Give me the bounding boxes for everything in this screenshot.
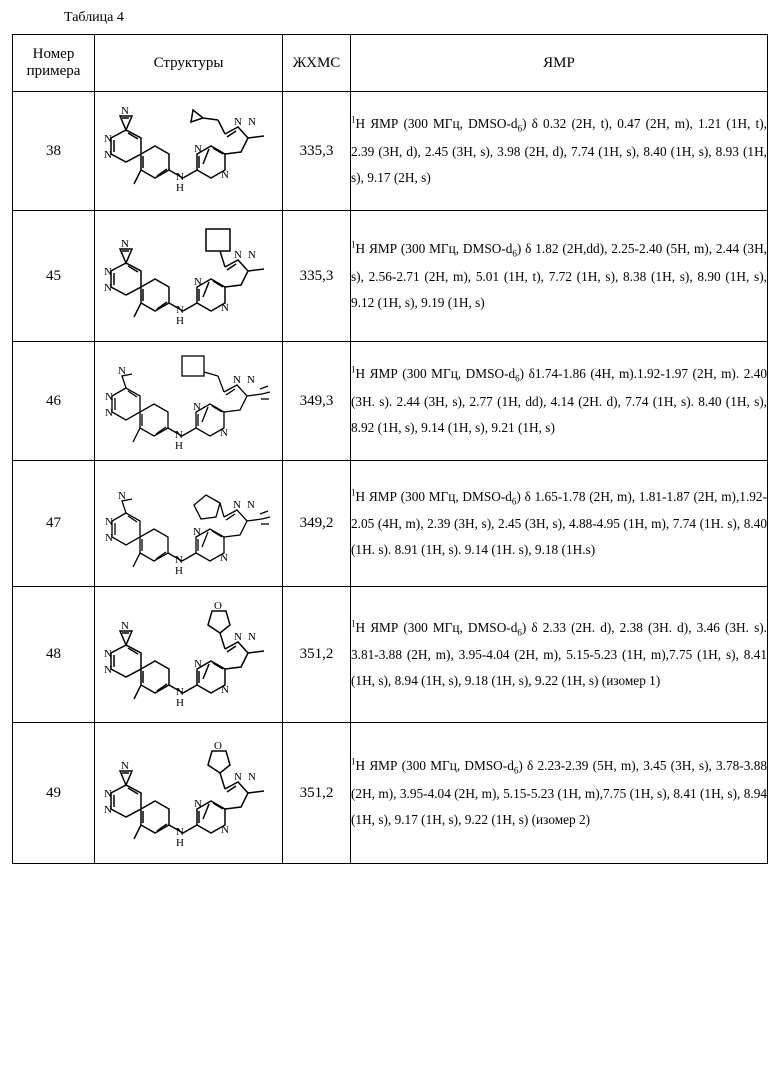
cell-nmr xyxy=(351,587,768,723)
nmr-prefix: 1 xyxy=(351,240,356,251)
nmr-prefix: 1 xyxy=(351,757,356,768)
svg-text:N: N xyxy=(174,429,183,441)
svg-text:N: N xyxy=(219,427,228,439)
svg-text:N: N xyxy=(104,407,113,419)
table-row xyxy=(13,211,768,342)
nmr-text: Н ЯМР (300 МГц, DMSO-$d_6$) δ 1.65-1.78 (2H, m), 1.81-1.87 (2H, m),1.92-2.05 (4H, m), 2.39 (3H, s), 2.45 (3H, s), 4.88-4.95 (1H, m), 7.74 (1Н. s), 8.40 (1Н. s). 8.91 (1Н, s). 9.14 (1Н. s), 9.18 (1Н.s) xyxy=(351,488,768,558)
svg-text:N: N xyxy=(233,116,242,128)
svg-text:N: N xyxy=(219,552,228,564)
svg-text:N: N xyxy=(175,826,184,838)
nmr-text: Н ЯМР (300 МГц, DMSO-$d_6$) δ 0.32 (2H, t), 0.47 (2H, m), 1.21 (1H, t), 2.39 (3H, d), 2.45 (3H, s), 3.98 (2H, d), 7.74 (1H, s), 8.40 (1H, s), 8.93 (1H, s), 9.17 (2H, s) xyxy=(351,116,767,185)
svg-text:H: H xyxy=(174,565,183,577)
chemical-structure-cyclopentyl-pyrazolopyrimidine xyxy=(95,461,282,586)
table-caption: Таблица 4 xyxy=(64,10,124,25)
table-row xyxy=(13,461,768,587)
cell-structure xyxy=(95,461,283,587)
svg-text:H: H xyxy=(175,837,184,849)
cell-nmr xyxy=(351,723,768,864)
cell-example-number: 38 xyxy=(13,92,95,211)
svg-text:N: N xyxy=(232,374,241,386)
svg-text:N: N xyxy=(117,490,126,502)
svg-text:N: N xyxy=(233,631,242,643)
svg-text:N: N xyxy=(193,658,202,670)
svg-text:N: N xyxy=(193,276,202,288)
table-row xyxy=(13,723,768,864)
nmr-text: Н ЯМР (300 МГц, DMSO-$d_6$) δ 1.82 (2H,dd), 2.25-2.40 (5H, m), 2.44 (3H, s), 2.56-2.71 (2H, m), 5.01 (1H, t), 7.72 (1H, s), 8.38 (1H, s), 8.90 (1Н, s), 9.12 (1Н, s), 9.19 (1Н, s) xyxy=(351,241,767,310)
svg-text:N: N xyxy=(120,238,129,250)
cell-nmr xyxy=(351,211,768,342)
svg-text:N: N xyxy=(175,171,184,183)
cell-example-number: 45 xyxy=(13,211,95,342)
nmr-prefix: 1 xyxy=(351,115,356,126)
svg-text:N: N xyxy=(120,105,129,117)
svg-text:N: N xyxy=(104,391,113,403)
svg-text:N: N xyxy=(233,249,242,261)
svg-text:N: N xyxy=(246,374,255,386)
svg-text:H: H xyxy=(175,697,184,709)
chemical-structure-tetrahydrofuranyl-pyrazolopyrimidine-isomer-1 xyxy=(95,587,282,722)
header-nmr: ЯМР xyxy=(351,35,768,92)
nmr-prefix: 1 xyxy=(351,618,356,629)
nmr-text: Н ЯМР (300 МГц, DMSO-$d_6$) δ 2.33 (2Н. d), 2.38 (3Н. d), 3.46 (3Н. s). 3.81-3.88 (2Н, m), 3.95-4.04 (2H, m), 5.15-5.23 (1H, m),7.75 (1H, s), 8.41 (1H, s), 8.94 (1H, s), 9.18 (1H, s), 9.22 (1H, s) (изомер 1) xyxy=(351,619,768,689)
nmr-text: Н ЯМР (300 МГц, DMSO-$d_6$) δ 2.23-2.39 (5H, m), 3.45 (3H, s), 3.78-3.88 (2H, m), 3.95-4.04 (2H, m), 5.15-5.23 (1H, m),7.75 (1H, s), 8.41 (1H, s), 8.94 (1H, s), 9.17 (1H, s), 9.22 (1H, s) (изомер 2) xyxy=(351,758,767,827)
cell-structure xyxy=(95,92,283,211)
table-row xyxy=(13,587,768,723)
header-example-number: Номер примера xyxy=(13,35,95,92)
chemical-structure-tetrahydrofuranyl-pyrazolopyrimidine-isomer-2 xyxy=(95,723,282,863)
cell-nmr xyxy=(351,461,768,587)
svg-text:N: N xyxy=(232,499,241,511)
cell-structure xyxy=(95,211,283,342)
svg-text:N: N xyxy=(103,788,112,800)
svg-text:N: N xyxy=(103,133,112,145)
svg-text:N: N xyxy=(175,686,184,698)
chemical-structure-cyclobutyl-pyrazolopyrimidine xyxy=(95,211,282,341)
cell-example-number: 47 xyxy=(13,461,95,587)
chemical-structure-cyclobutylmethyl-pyrazolopyrimidine xyxy=(95,342,282,460)
svg-text:N: N xyxy=(193,798,202,810)
svg-text:N: N xyxy=(192,526,201,538)
nmr-text: Н ЯМР (300 МГц, DMSO-$d_6$) δ1.74-1.86 (4H, m).1.92-1.97 (2Н, m). 2.40 (3Н. s). 2.44 (3Н, s), 2.77 (1Н, dd), 4.14 (2Н. d), 7.74 (1Н, s). 8.40 (1H, s), 8.92 (1H, s), 9.14 (1H, s), 9.21 (1H, s) xyxy=(351,366,767,435)
svg-text:N: N xyxy=(104,532,113,544)
svg-text:N: N xyxy=(120,620,129,632)
svg-text:N: N xyxy=(104,516,113,528)
table-header-row xyxy=(13,35,768,92)
svg-text:H: H xyxy=(175,182,184,194)
examples-table xyxy=(12,34,768,864)
cell-lcms: 335,3 xyxy=(283,211,351,342)
header-lcms: ЖХМС xyxy=(283,35,351,92)
svg-text:N: N xyxy=(233,771,242,783)
cell-lcms: 351,2 xyxy=(283,723,351,864)
svg-text:N: N xyxy=(193,143,202,155)
svg-text:O: O xyxy=(213,740,222,752)
svg-text:H: H xyxy=(175,315,184,327)
chemical-structure-cyclopropylmethyl-pyrazolopyrimidine xyxy=(95,92,282,210)
svg-text:N: N xyxy=(120,760,129,772)
cell-structure xyxy=(95,587,283,723)
svg-text:N: N xyxy=(175,304,184,316)
svg-text:N: N xyxy=(103,664,112,676)
svg-text:N: N xyxy=(103,648,112,660)
svg-text:N: N xyxy=(247,771,256,783)
svg-text:N: N xyxy=(220,684,229,696)
svg-text:N: N xyxy=(103,266,112,278)
svg-text:N: N xyxy=(247,631,256,643)
svg-text:O: O xyxy=(213,600,222,612)
svg-text:N: N xyxy=(247,116,256,128)
svg-text:N: N xyxy=(117,365,126,377)
cell-structure xyxy=(95,723,283,864)
nmr-prefix: 1 xyxy=(351,487,356,498)
svg-text:N: N xyxy=(103,282,112,294)
table-row xyxy=(13,342,768,461)
svg-text:N: N xyxy=(246,499,255,511)
cell-example-number: 48 xyxy=(13,587,95,723)
table-row xyxy=(13,92,768,211)
cell-nmr xyxy=(351,342,768,461)
svg-text:N: N xyxy=(103,149,112,161)
cell-lcms: 349,2 xyxy=(283,461,351,587)
cell-lcms: 335,3 xyxy=(283,92,351,211)
cell-example-number: 46 xyxy=(13,342,95,461)
cell-lcms: 351,2 xyxy=(283,587,351,723)
cell-example-number: 49 xyxy=(13,723,95,864)
svg-text:N: N xyxy=(192,401,201,413)
cell-structure xyxy=(95,342,283,461)
svg-text:N: N xyxy=(220,824,229,836)
header-structures: Структуры xyxy=(95,35,283,92)
svg-text:H: H xyxy=(174,440,183,452)
svg-text:N: N xyxy=(103,804,112,816)
svg-text:N: N xyxy=(220,302,229,314)
cell-lcms: 349,3 xyxy=(283,342,351,461)
cell-nmr xyxy=(351,92,768,211)
nmr-prefix: 1 xyxy=(351,365,356,376)
svg-text:N: N xyxy=(174,554,183,566)
svg-text:N: N xyxy=(247,249,256,261)
svg-text:N: N xyxy=(220,169,229,181)
